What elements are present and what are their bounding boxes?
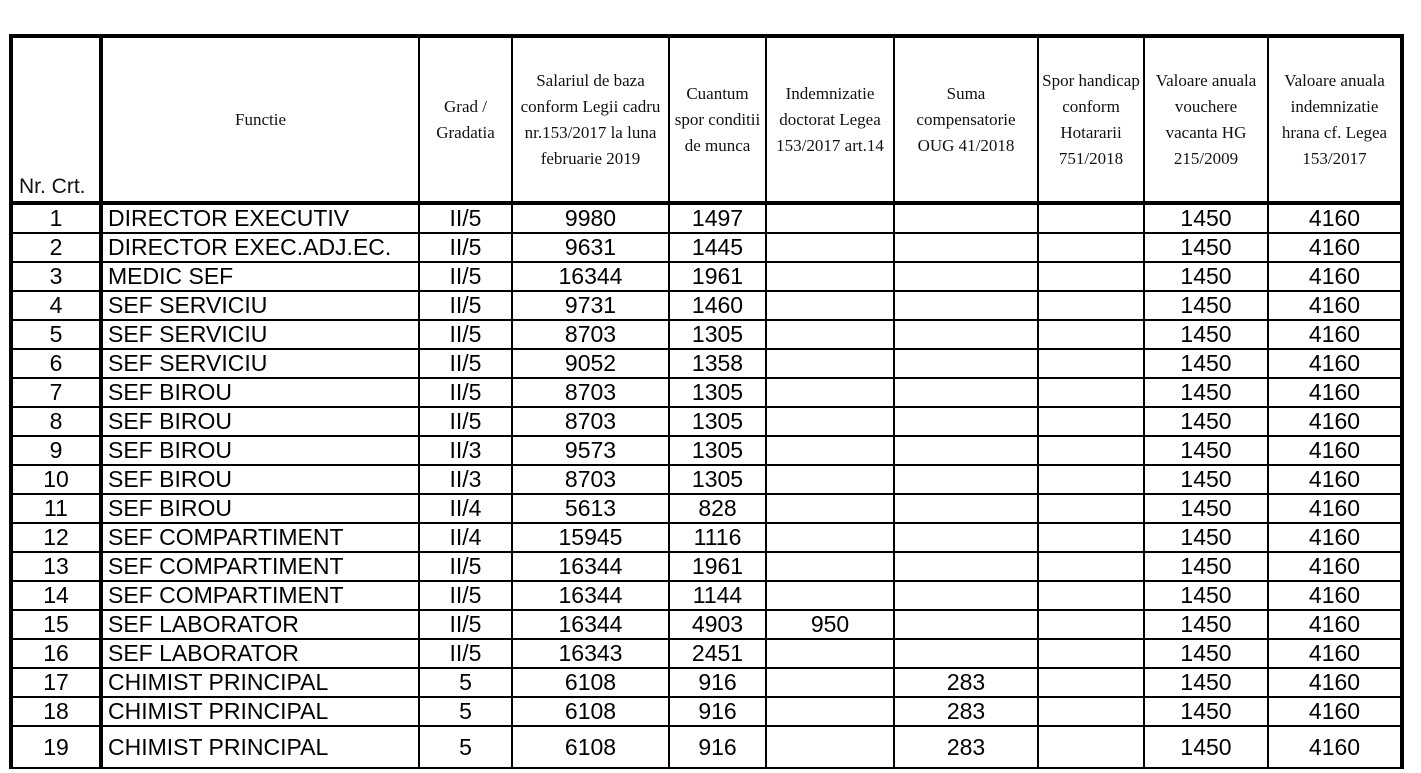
cell-nr-crt[interactable]: 14 <box>11 581 101 610</box>
cell-functie[interactable]: CHIMIST PRINCIPAL <box>101 726 419 768</box>
cell-grad[interactable]: II/5 <box>419 552 512 581</box>
cell-spor-handicap[interactable] <box>1038 494 1144 523</box>
cell-indemnizatie[interactable] <box>766 436 894 465</box>
cell-voucher[interactable]: 1450 <box>1144 262 1268 291</box>
table-row <box>11 523 1402 552</box>
cell-nr-crt[interactable]: 12 <box>11 523 101 552</box>
cell-nr-crt[interactable]: 9 <box>11 436 101 465</box>
cell-grad[interactable]: II/3 <box>419 436 512 465</box>
cell-grad[interactable]: II/5 <box>419 610 512 639</box>
header-voucher[interactable]: Valoare anuala vouchere vacanta HG 215/2009 <box>1144 36 1268 203</box>
header-indemnizatie[interactable]: Indemnizatie doctorat Legea 153/2017 art.14 <box>766 36 894 203</box>
cell-cuantum[interactable]: 916 <box>669 668 766 697</box>
cell-indemnizatie[interactable] <box>766 407 894 436</box>
cell-functie[interactable]: CHIMIST PRINCIPAL <box>101 697 419 726</box>
cell-spor-handicap[interactable] <box>1038 697 1144 726</box>
cell-voucher[interactable]: 1450 <box>1144 436 1268 465</box>
salary-table <box>9 34 1404 769</box>
cell-functie[interactable]: SEF BIROU <box>101 378 419 407</box>
cell-hrana[interactable]: 4160 <box>1268 494 1402 523</box>
cell-indemnizatie[interactable] <box>766 494 894 523</box>
cell-hrana[interactable]: 4160 <box>1268 436 1402 465</box>
cell-nr-crt[interactable]: 10 <box>11 465 101 494</box>
cell-grad[interactable]: II/5 <box>419 639 512 668</box>
cell-functie[interactable]: SEF BIROU <box>101 407 419 436</box>
header-suma[interactable]: Suma compensatorie OUG 41/2018 <box>894 36 1038 203</box>
cell-functie[interactable]: DIRECTOR EXECUTIV <box>101 203 419 233</box>
cell-suma[interactable] <box>894 639 1038 668</box>
cell-indemnizatie[interactable]: 950 <box>766 610 894 639</box>
cell-voucher[interactable]: 1450 <box>1144 697 1268 726</box>
cell-indemnizatie[interactable] <box>766 697 894 726</box>
cell-hrana[interactable]: 4160 <box>1268 639 1402 668</box>
cell-salariul[interactable]: 16344 <box>512 610 669 639</box>
cell-cuantum[interactable]: 1305 <box>669 320 766 349</box>
cell-functie[interactable]: SEF BIROU <box>101 436 419 465</box>
cell-grad[interactable]: II/4 <box>419 523 512 552</box>
cell-hrana[interactable]: 4160 <box>1268 262 1402 291</box>
cell-nr-crt[interactable]: 13 <box>11 552 101 581</box>
cell-nr-crt[interactable]: 5 <box>11 320 101 349</box>
table-row <box>11 407 1402 436</box>
cell-suma[interactable] <box>894 233 1038 262</box>
cell-nr-crt[interactable]: 8 <box>11 407 101 436</box>
cell-nr-crt[interactable]: 17 <box>11 668 101 697</box>
cell-spor-handicap[interactable] <box>1038 407 1144 436</box>
cell-spor-handicap[interactable] <box>1038 320 1144 349</box>
table-row <box>11 726 1402 768</box>
cell-grad[interactable]: II/5 <box>419 378 512 407</box>
cell-nr-crt[interactable]: 4 <box>11 291 101 320</box>
cell-indemnizatie[interactable] <box>766 320 894 349</box>
cell-functie[interactable]: SEF COMPARTIMENT <box>101 581 419 610</box>
cell-functie[interactable]: SEF LABORATOR <box>101 610 419 639</box>
cell-voucher[interactable]: 1450 <box>1144 610 1268 639</box>
cell-spor-handicap[interactable] <box>1038 203 1144 233</box>
cell-spor-handicap[interactable] <box>1038 639 1144 668</box>
table-row <box>11 697 1402 726</box>
cell-voucher[interactable]: 1450 <box>1144 552 1268 581</box>
cell-hrana[interactable]: 4160 <box>1268 291 1402 320</box>
cell-indemnizatie[interactable] <box>766 291 894 320</box>
cell-hrana[interactable]: 4160 <box>1268 668 1402 697</box>
cell-suma[interactable] <box>894 262 1038 291</box>
cell-hrana[interactable]: 4160 <box>1268 378 1402 407</box>
table-row <box>11 610 1402 639</box>
cell-cuantum[interactable]: 1961 <box>669 262 766 291</box>
table-row <box>11 639 1402 668</box>
cell-hrana[interactable]: 4160 <box>1268 523 1402 552</box>
header-grad[interactable]: Grad / Gradatia <box>419 36 512 203</box>
cell-nr-crt[interactable]: 2 <box>11 233 101 262</box>
cell-nr-crt[interactable]: 11 <box>11 494 101 523</box>
cell-cuantum[interactable]: 1305 <box>669 436 766 465</box>
cell-hrana[interactable]: 4160 <box>1268 349 1402 378</box>
cell-grad[interactable]: II/5 <box>419 407 512 436</box>
cell-salariul[interactable]: 8703 <box>512 407 669 436</box>
header-nr-crt[interactable]: Nr. Crt. <box>11 36 101 203</box>
cell-cuantum[interactable]: 2451 <box>669 639 766 668</box>
cell-indemnizatie[interactable] <box>766 233 894 262</box>
cell-suma[interactable] <box>894 378 1038 407</box>
cell-spor-handicap[interactable] <box>1038 262 1144 291</box>
cell-cuantum[interactable]: 1305 <box>669 407 766 436</box>
cell-spor-handicap[interactable] <box>1038 581 1144 610</box>
cell-cuantum[interactable]: 916 <box>669 726 766 768</box>
cell-grad[interactable]: II/5 <box>419 581 512 610</box>
cell-grad[interactable]: II/5 <box>419 349 512 378</box>
cell-salariul[interactable]: 8703 <box>512 465 669 494</box>
cell-indemnizatie[interactable] <box>766 581 894 610</box>
cell-spor-handicap[interactable] <box>1038 726 1144 768</box>
cell-functie[interactable]: SEF COMPARTIMENT <box>101 523 419 552</box>
cell-cuantum[interactable]: 1144 <box>669 581 766 610</box>
cell-functie[interactable]: SEF SERVICIU <box>101 320 419 349</box>
cell-salariul[interactable]: 5613 <box>512 494 669 523</box>
cell-suma[interactable] <box>894 320 1038 349</box>
cell-indemnizatie[interactable] <box>766 668 894 697</box>
cell-grad[interactable]: II/4 <box>419 494 512 523</box>
cell-functie[interactable]: DIRECTOR EXEC.ADJ.EC. <box>101 233 419 262</box>
header-functie[interactable]: Functie <box>101 36 419 203</box>
cell-voucher[interactable]: 1450 <box>1144 726 1268 768</box>
cell-hrana[interactable]: 4160 <box>1268 203 1402 233</box>
table-row <box>11 349 1402 378</box>
cell-voucher[interactable]: 1450 <box>1144 465 1268 494</box>
cell-indemnizatie[interactable] <box>766 639 894 668</box>
table-row <box>11 320 1402 349</box>
table-row <box>11 494 1402 523</box>
cell-hrana[interactable]: 4160 <box>1268 581 1402 610</box>
cell-spor-handicap[interactable] <box>1038 523 1144 552</box>
cell-spor-handicap[interactable] <box>1038 552 1144 581</box>
header-row <box>11 36 1402 203</box>
cell-functie[interactable]: SEF LABORATOR <box>101 639 419 668</box>
cell-indemnizatie[interactable] <box>766 523 894 552</box>
cell-suma[interactable] <box>894 291 1038 320</box>
cell-voucher[interactable]: 1450 <box>1144 349 1268 378</box>
cell-hrana[interactable]: 4160 <box>1268 233 1402 262</box>
table-row <box>11 552 1402 581</box>
cell-nr-crt[interactable]: 3 <box>11 262 101 291</box>
cell-spor-handicap[interactable] <box>1038 465 1144 494</box>
cell-indemnizatie[interactable] <box>766 262 894 291</box>
cell-suma[interactable]: 283 <box>894 726 1038 768</box>
cell-indemnizatie[interactable] <box>766 552 894 581</box>
cell-suma[interactable] <box>894 552 1038 581</box>
cell-cuantum[interactable]: 1358 <box>669 349 766 378</box>
cell-cuantum[interactable]: 1497 <box>669 203 766 233</box>
cell-nr-crt[interactable]: 7 <box>11 378 101 407</box>
cell-cuantum[interactable]: 1961 <box>669 552 766 581</box>
table-row <box>11 203 1402 233</box>
cell-functie[interactable]: SEF SERVICIU <box>101 349 419 378</box>
cell-voucher[interactable]: 1450 <box>1144 668 1268 697</box>
cell-voucher[interactable]: 1450 <box>1144 378 1268 407</box>
header-salariul[interactable]: Salariul de baza conform Legii cadru nr.153/2017 la luna februarie 2019 <box>512 36 669 203</box>
cell-functie[interactable]: CHIMIST PRINCIPAL <box>101 668 419 697</box>
cell-cuantum[interactable]: 1460 <box>669 291 766 320</box>
header-hrana[interactable]: Valoare anuala indemnizatie hrana cf. Legea 153/2017 <box>1268 36 1402 203</box>
cell-functie[interactable]: SEF BIROU <box>101 465 419 494</box>
cell-salariul[interactable]: 9731 <box>512 291 669 320</box>
cell-salariul[interactable]: 16344 <box>512 552 669 581</box>
cell-voucher[interactable]: 1450 <box>1144 291 1268 320</box>
cell-hrana[interactable]: 4160 <box>1268 320 1402 349</box>
cell-salariul[interactable]: 9573 <box>512 436 669 465</box>
cell-salariul[interactable]: 6108 <box>512 726 669 768</box>
cell-hrana[interactable]: 4160 <box>1268 697 1402 726</box>
cell-voucher[interactable]: 1450 <box>1144 233 1268 262</box>
cell-salariul[interactable]: 15945 <box>512 523 669 552</box>
cell-nr-crt[interactable]: 18 <box>11 697 101 726</box>
cell-salariul[interactable]: 8703 <box>512 320 669 349</box>
cell-spor-handicap[interactable] <box>1038 610 1144 639</box>
cell-grad[interactable]: II/5 <box>419 291 512 320</box>
cell-grad[interactable]: 5 <box>419 668 512 697</box>
cell-suma[interactable] <box>894 203 1038 233</box>
cell-indemnizatie[interactable] <box>766 203 894 233</box>
cell-voucher[interactable]: 1450 <box>1144 523 1268 552</box>
cell-spor-handicap[interactable] <box>1038 436 1144 465</box>
cell-grad[interactable]: II/5 <box>419 262 512 291</box>
cell-hrana[interactable]: 4160 <box>1268 407 1402 436</box>
cell-suma[interactable] <box>894 349 1038 378</box>
cell-spor-handicap[interactable] <box>1038 668 1144 697</box>
cell-hrana[interactable]: 4160 <box>1268 552 1402 581</box>
cell-suma[interactable] <box>894 407 1038 436</box>
cell-cuantum[interactable]: 4903 <box>669 610 766 639</box>
cell-suma[interactable]: 283 <box>894 697 1038 726</box>
cell-grad[interactable]: 5 <box>419 697 512 726</box>
cell-nr-crt[interactable]: 19 <box>11 726 101 768</box>
cell-salariul[interactable]: 8703 <box>512 378 669 407</box>
cell-voucher[interactable]: 1450 <box>1144 581 1268 610</box>
table-row <box>11 581 1402 610</box>
table-row <box>11 668 1402 697</box>
cell-suma[interactable] <box>894 494 1038 523</box>
cell-salariul[interactable]: 16343 <box>512 639 669 668</box>
cell-suma[interactable] <box>894 465 1038 494</box>
cell-functie[interactable]: MEDIC SEF <box>101 262 419 291</box>
cell-salariul[interactable]: 9631 <box>512 233 669 262</box>
cell-nr-crt[interactable]: 15 <box>11 610 101 639</box>
cell-hrana[interactable]: 4160 <box>1268 610 1402 639</box>
cell-indemnizatie[interactable] <box>766 378 894 407</box>
table-row <box>11 465 1402 494</box>
cell-cuantum[interactable]: 1305 <box>669 378 766 407</box>
cell-voucher[interactable]: 1450 <box>1144 494 1268 523</box>
header-spor-handicap[interactable]: Spor handicap conform Hotararii 751/2018 <box>1038 36 1144 203</box>
cell-functie[interactable]: SEF BIROU <box>101 494 419 523</box>
cell-functie[interactable]: SEF COMPARTIMENT <box>101 552 419 581</box>
cell-grad[interactable]: II/5 <box>419 203 512 233</box>
table-body <box>11 203 1402 768</box>
cell-suma[interactable] <box>894 436 1038 465</box>
table-row <box>11 233 1402 262</box>
cell-cuantum[interactable]: 1116 <box>669 523 766 552</box>
cell-functie[interactable]: SEF SERVICIU <box>101 291 419 320</box>
cell-cuantum[interactable]: 828 <box>669 494 766 523</box>
table-row <box>11 378 1402 407</box>
cell-grad[interactable]: II/3 <box>419 465 512 494</box>
cell-voucher[interactable]: 1450 <box>1144 203 1268 233</box>
cell-salariul[interactable]: 6108 <box>512 668 669 697</box>
cell-hrana[interactable]: 4160 <box>1268 465 1402 494</box>
cell-salariul[interactable]: 9980 <box>512 203 669 233</box>
cell-voucher[interactable]: 1450 <box>1144 639 1268 668</box>
cell-spor-handicap[interactable] <box>1038 349 1144 378</box>
cell-nr-crt[interactable]: 16 <box>11 639 101 668</box>
cell-suma[interactable]: 283 <box>894 668 1038 697</box>
cell-salariul[interactable]: 16344 <box>512 262 669 291</box>
cell-cuantum[interactable]: 1305 <box>669 465 766 494</box>
cell-nr-crt[interactable]: 6 <box>11 349 101 378</box>
cell-spor-handicap[interactable] <box>1038 291 1144 320</box>
cell-hrana[interactable]: 4160 <box>1268 726 1402 768</box>
cell-indemnizatie[interactable] <box>766 465 894 494</box>
cell-suma[interactable] <box>894 610 1038 639</box>
cell-indemnizatie[interactable] <box>766 726 894 768</box>
table-row <box>11 291 1402 320</box>
cell-spor-handicap[interactable] <box>1038 378 1144 407</box>
cell-spor-handicap[interactable] <box>1038 233 1144 262</box>
cell-grad[interactable]: 5 <box>419 726 512 768</box>
cell-suma[interactable] <box>894 523 1038 552</box>
cell-indemnizatie[interactable] <box>766 349 894 378</box>
cell-nr-crt[interactable]: 1 <box>11 203 101 233</box>
cell-salariul[interactable]: 16344 <box>512 581 669 610</box>
cell-voucher[interactable]: 1450 <box>1144 320 1268 349</box>
cell-grad[interactable]: II/5 <box>419 233 512 262</box>
cell-grad[interactable]: II/5 <box>419 320 512 349</box>
table-row <box>11 436 1402 465</box>
cell-suma[interactable] <box>894 581 1038 610</box>
cell-cuantum[interactable]: 1445 <box>669 233 766 262</box>
cell-salariul[interactable]: 6108 <box>512 697 669 726</box>
header-cuantum[interactable]: Cuantum spor conditii de munca <box>669 36 766 203</box>
table-row <box>11 262 1402 291</box>
cell-cuantum[interactable]: 916 <box>669 697 766 726</box>
cell-voucher[interactable]: 1450 <box>1144 407 1268 436</box>
cell-salariul[interactable]: 9052 <box>512 349 669 378</box>
